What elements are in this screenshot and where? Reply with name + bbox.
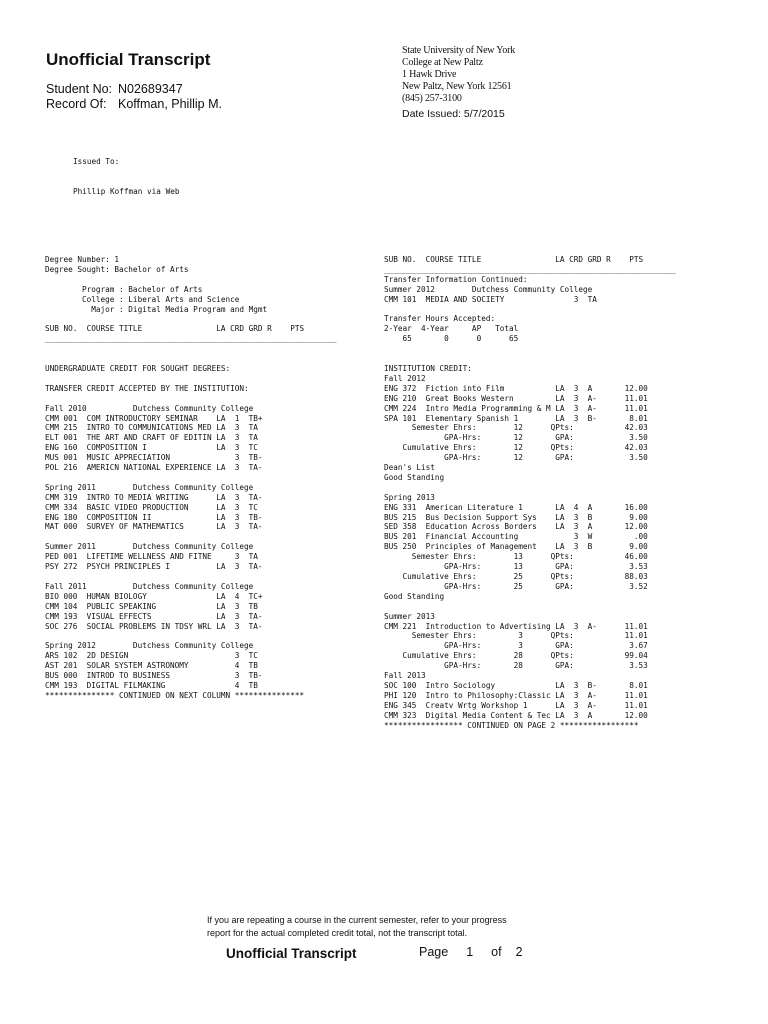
transcript-line [384, 483, 676, 493]
total-pages: 2 [515, 945, 523, 959]
transcript-left-column [45, 255, 337, 701]
transcript-line: AST 201 SOLAR SYSTEM ASTRONOMY 4 TB [45, 661, 258, 671]
student-no: N02689347 [118, 82, 183, 96]
transcript-line: Semester Ehrs: 3 QPts: 11.01 [384, 631, 648, 641]
transcript-line: CMM 334 BASIC VIDEO PRODUCTION LA 3 TC [45, 502, 258, 512]
record-of-label: Record Of: [46, 97, 107, 111]
institution-line: College at New Paltz [402, 57, 483, 68]
transcript-line: PHI 120 Intro to Philosophy:Classic LA 3 A- 11.01 [384, 690, 648, 700]
transcript-right-column [384, 255, 676, 731]
transcript-line: SOC 276 SOCIAL PROBLEMS IN TDSY WRL LA 3 TA- [45, 621, 263, 631]
transcript-line: Good Standing [384, 591, 445, 601]
transcript-line: Fall 2011 Dutchess Community College [45, 581, 254, 591]
transcript-line: Dean's List [384, 463, 435, 473]
transcript-line: Fall 2012 [384, 373, 426, 383]
transcript-line: MAT 000 SURVEY OF MATHEMATICS LA 3 TA- [45, 522, 263, 532]
date-issued: Date Issued: 5/7/2015 [402, 108, 505, 120]
transcript-line: INSTITUTION CREDIT: [384, 363, 472, 373]
transcript-line: ENG 331 American Literature 1 LA 4 A 16.00 [384, 502, 648, 512]
institution-address [402, 45, 515, 105]
transcript-line [45, 394, 337, 404]
transcript-line: 65 0 0 65 [384, 334, 519, 344]
transcript-line: CMM 193 VISUAL EFFECTS LA 3 TA- [45, 611, 263, 621]
note-line: If you are repeating a course in the current semester, refer to your progress [207, 915, 507, 925]
transcript-line: Transfer Hours Accepted: [384, 314, 496, 324]
page-label: Page [419, 945, 449, 959]
transcript-line: CMM 221 Introduction to Advertising LA 3 A- 11.01 [384, 621, 648, 631]
page-number: 1 [466, 945, 474, 959]
transcript-line: Degree Number: 1 [45, 255, 120, 264]
transcript-line [45, 374, 337, 384]
transcript-line: CMM 224 Intro Media Programming & M LA 3 A- 11.01 [384, 403, 648, 413]
transcript-line [384, 344, 676, 354]
transcript-line: Fall 2013 [384, 671, 426, 681]
transcript-line: CMM 101 MEDIA AND SOCIETY 3 TA [384, 294, 597, 304]
transcript-line: Cumulative Ehrs: 25 QPts: 88.03 [384, 572, 648, 581]
transcript-line: ENG 180 COMPOSITION II LA 3 TB- [45, 512, 263, 522]
transcript-line: UNDERGRADUATE CREDIT FOR SOUGHT DEGREES: [45, 363, 231, 373]
transcript-line: BIO 000 HUMAN BIOLOGY LA 4 TC+ [45, 591, 263, 601]
transcript-line: Spring 2013 [384, 492, 435, 502]
transcript-line: GPA-Hrs: 12 GPA: 3.50 [384, 453, 648, 463]
transcript-line: BUS 201 Financial Accounting 3 W .00 [384, 532, 648, 542]
transcript-title: Unofficial Transcript [46, 50, 211, 69]
transcript-line: SUB NO. COURSE TITLE LA CRD GRD R PTS [45, 324, 305, 334]
transcript-line: Cumulative Ehrs: 28 QPts: 99.04 [384, 651, 648, 661]
transcript-line [384, 602, 676, 612]
transcript-line: Semester Ehrs: 12 QPts: 42.03 [384, 423, 648, 433]
transcript-line: Good Standing [384, 472, 445, 482]
transcript-line: Summer 2012 Dutchess Community College [384, 284, 593, 294]
transcript-line [45, 344, 337, 354]
transcript-line [384, 305, 676, 315]
transcript-line: ENG 160 COMPOSITION I LA 3 TC [45, 443, 258, 453]
recipient: Phillip Koffman via Web [73, 186, 180, 196]
transcript-line: GPA-Hrs: 12 GPA: 3.50 [384, 433, 648, 443]
footer-title: Unofficial Transcript [226, 946, 357, 961]
page-indicator [419, 945, 523, 959]
transcript-line: GPA-Hrs: 13 GPA: 3.53 [384, 562, 648, 572]
transcript-line: MUS 001 MUSIC APPRECIATION 3 TB- [45, 453, 263, 463]
transcript-line: GPA-Hrs: 28 GPA: 3.53 [384, 661, 648, 671]
transcript-line: SPA 101 Elementary Spanish 1 LA 3 B- 8.01 [384, 413, 648, 423]
transcript-line: SED 358 Education Across Borders LA 3 A 12.00 [384, 522, 648, 532]
transcript-line: CMM 323 Digital Media Content & Tec LA 3 A 12.00 [384, 710, 648, 720]
transcript-line: *************** CONTINUED ON NEXT COLUMN *************** [45, 690, 305, 700]
transcript-line: _______________________________________________________________ [384, 264, 676, 274]
of-label: of [491, 945, 502, 959]
transcript-line: College : Liberal Arts and Science [45, 294, 240, 304]
institution-line: (845) 257-3100 [402, 93, 462, 104]
transcript-line: Summer 2011 Dutchess Community College [45, 542, 254, 552]
repeat-course-note [207, 914, 507, 940]
transcript-line: SOC 100 Intro Sociology LA 3 B- 8.01 [384, 680, 648, 690]
transcript-line: ELT 001 THE ART AND CRAFT OF EDITIN LA 3 TA [45, 433, 258, 443]
transcript-line: CMM 104 PUBLIC SPEAKING LA 3 TB [45, 601, 258, 611]
transcript-line: BUS 215 Bus Decision Support Sys LA 3 B 9.00 [384, 512, 648, 522]
transcript-line: ENG 345 Creatv Wrtg Workshop 1 LA 3 A- 11.01 [384, 700, 648, 710]
note-line: report for the actual completed credit total, not the transcript total. [207, 928, 468, 938]
transcript-line: _______________________________________________________________ [45, 334, 337, 344]
transcript-line: POL 216 AMERICN NATIONAL EXPERIENCE LA 3 TA- [45, 463, 263, 473]
transcript-line: CMM 001 COM INTRODUCTORY SEMINAR LA 1 TB+ [45, 413, 263, 423]
institution-line: State University of New York [402, 45, 516, 56]
transcript-line: Fall 2010 Dutchess Community College [45, 403, 254, 413]
transcript-line: Cumulative Ehrs: 12 QPts: 42.03 [384, 443, 648, 453]
issued-to-label: Issued To: [73, 157, 120, 166]
transcript-line: SUB NO. COURSE TITLE LA CRD GRD R PTS [384, 255, 644, 264]
transcript-line: Major : Digital Media Program and Mgmt [45, 304, 268, 314]
transcript-line: Semester Ehrs: 13 QPts: 46.00 [384, 552, 648, 562]
transcript-line: Spring 2011 Dutchess Community College [45, 482, 254, 492]
transcript-line: CMM 215 INTRO TO COMMUNICATIONS MED LA 3 TA [45, 423, 258, 433]
student-no-label: Student No: [46, 82, 113, 96]
transcript-line: TRANSFER CREDIT ACCEPTED BY THE INSTITUTION: [45, 383, 249, 393]
transcript-line: ***************** CONTINUED ON PAGE 2 ***************** [384, 720, 639, 730]
student-info [46, 82, 222, 112]
transcript-line: ARS 102 2D DESIGN 3 TC [45, 651, 258, 661]
transcript-line: ENG 372 Fiction into Film LA 3 A 12.00 [384, 383, 648, 393]
transcript-line [45, 532, 337, 542]
institution-line: 1 Hawk Drive [402, 69, 457, 80]
transcript-line: Transfer Information Continued: [384, 274, 528, 284]
transcript-line: CMM 319 INTRO TO MEDIA WRITING LA 3 TA- [45, 492, 263, 502]
transcript-line: BUS 000 INTROD TO BUSINESS 3 TB- [45, 671, 263, 681]
transcript-line: Summer 2013 [384, 611, 435, 621]
transcript-line: ENG 210 Great Books Western LA 3 A- 11.01 [384, 393, 648, 403]
transcript-line: PED 001 LIFETIME WELLNESS AND FITNE 3 TA [45, 552, 258, 562]
transcript-line: Program : Bachelor of Arts [45, 284, 203, 294]
transcript-line: GPA-Hrs: 3 GPA: 3.67 [384, 641, 648, 651]
institution-line: New Paltz, New York 12561 [402, 81, 512, 92]
transcript-line: BUS 250 Principles of Management LA 3 B 9.00 [384, 542, 648, 552]
transcript-line [45, 572, 337, 582]
transcript-line [45, 275, 337, 285]
student-name: Koffman, Phillip M. [118, 97, 222, 111]
transcript-line [384, 354, 676, 364]
issued-to-block [73, 157, 179, 197]
transcript-line: Degree Sought: Bachelor of Arts [45, 264, 189, 274]
transcript-line [45, 354, 337, 364]
transcript-line: Spring 2012 Dutchess Community College [45, 641, 254, 651]
transcript-line [45, 314, 337, 324]
transcript-line: 2-Year 4-Year AP Total [384, 324, 519, 334]
transcript-line: CMM 193 DIGITAL FILMAKING 4 TB [45, 680, 258, 690]
transcript-line [45, 631, 337, 641]
transcript-line [45, 473, 337, 483]
transcript-line: GPA-Hrs: 25 GPA: 3.52 [384, 581, 648, 591]
transcript-line: PSY 272 PSYCH PRINCIPLES I LA 3 TA- [45, 562, 263, 572]
